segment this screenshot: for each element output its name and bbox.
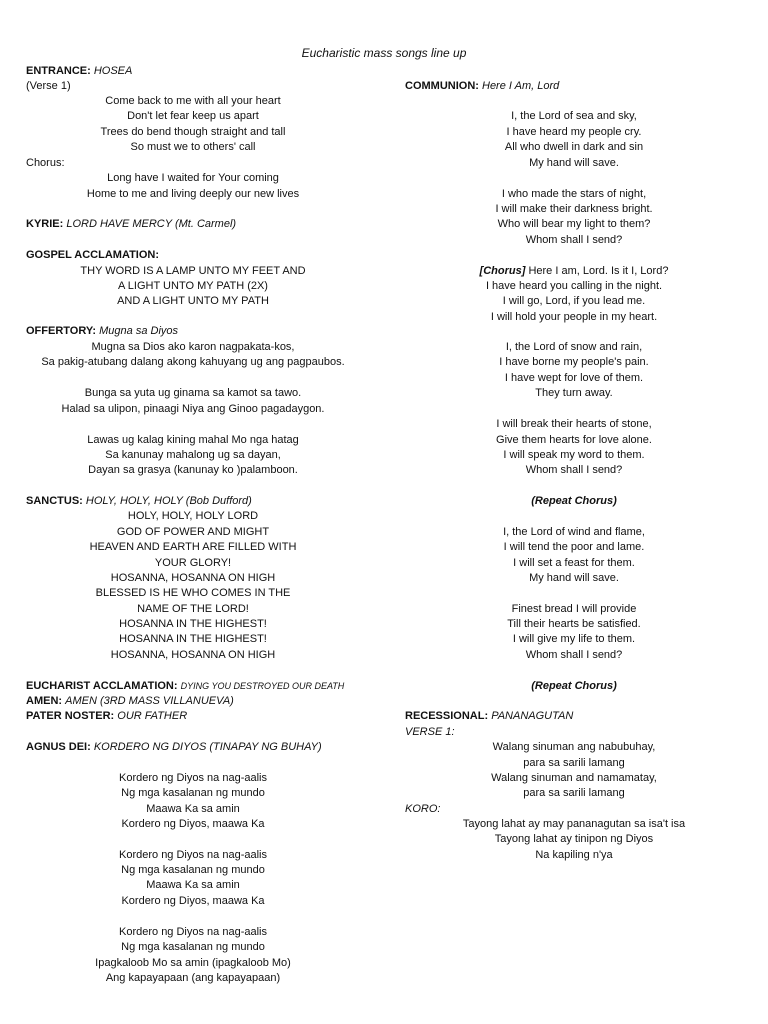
- lyric-line: Whom shall I send?: [525, 649, 623, 661]
- lyric-line: I, the Lord of snow and rain,: [505, 341, 643, 353]
- verse-label: (Verse 1): [26, 80, 71, 92]
- lyric-line: Long have I waited for Your coming: [107, 172, 279, 184]
- agnus-dei-heading: AGNUS DEI: KORDERO NG DIYOS (TINAPAY NG BUHAY): [26, 741, 322, 753]
- lyric-line: Give them hearts for love alone.: [496, 434, 652, 446]
- lyric-line: HEAVEN AND EARTH ARE FILLED WITH: [89, 541, 297, 553]
- lyric-line: I have heard my people cry.: [506, 126, 642, 138]
- pater-noster-heading: PATER NOSTER: OUR FATHER: [26, 710, 188, 722]
- lyric-line: NAME OF THE LORD!: [137, 603, 249, 615]
- lyric-line: They turn away.: [535, 387, 613, 399]
- lyric-line: Trees do bend though straight and tall: [100, 126, 286, 138]
- sanctus-heading: SANCTUS: HOLY, HOLY, HOLY (Bob Dufford): [26, 495, 252, 507]
- lyric-line: para sa sarili lamang: [523, 787, 625, 799]
- lyric-line: Home to me and living deeply our new lives: [86, 188, 300, 200]
- lyric-line: Maawa Ka sa amin: [146, 879, 240, 891]
- lyric-line: HOSANNA IN THE HIGHEST!: [119, 618, 267, 630]
- lyric-line: Kordero ng Diyos, maawa Ka: [121, 895, 265, 907]
- lyric-line: Halad sa ulipon, pinaagi Niya ang Ginoo pagadaygon.: [61, 403, 325, 415]
- lyric-line: Ang kapayapaan (ang kapayapaan): [105, 972, 281, 984]
- koro-label: KORO:: [405, 803, 441, 815]
- lyric-line: Ipagkaloob Mo sa amin (ipagkaloob Mo): [95, 957, 291, 969]
- lyric-line: I have heard you calling in the night.: [485, 280, 663, 292]
- lyric-line: GOD OF POWER AND MIGHT: [116, 526, 270, 538]
- lyric-line: I have wept for love of them.: [504, 372, 644, 384]
- gospel-heading: GOSPEL ACCLAMATION:: [26, 249, 160, 261]
- lyric-line: para sa sarili lamang: [523, 757, 625, 769]
- lyric-line: Tayong lahat ay may pananagutan sa isa't isa: [462, 818, 686, 830]
- lyric-line: Bunga sa yuta ug ginama sa kamot sa tawo.: [84, 387, 302, 399]
- lyric-line: Kordero ng Diyos na nag-aalis: [119, 849, 267, 861]
- entrance-heading: ENTRANCE: HOSEA: [26, 65, 133, 77]
- lyric-line: HOLY, HOLY, HOLY LORD: [127, 510, 259, 522]
- lyric-line: Whom shall I send?: [525, 464, 623, 476]
- offertory-heading: OFFERTORY: Mugna sa Diyos: [26, 325, 179, 337]
- lyric-line: I will speak my word to them.: [503, 449, 645, 461]
- lyric-line: Lawas ug kalag kining mahal Mo nga hatag: [87, 434, 299, 446]
- lyric-line: Finest bread I will provide: [511, 603, 637, 615]
- lyric-line: Kordero ng Diyos na nag-aalis: [119, 772, 267, 784]
- lyric-line: Kordero ng Diyos na nag-aalis: [119, 926, 267, 938]
- lyric-line: Sa pakig-atubang dalang akong kahuyang ug ang pagpaubos.: [41, 356, 345, 368]
- lyric-line: Ng mga kasalanan ng mundo: [121, 864, 265, 876]
- lyric-line: All who dwell in dark and sin: [504, 141, 644, 153]
- chorus-label: Chorus:: [26, 157, 65, 169]
- lyric-line: Till their hearts be satisfied.: [507, 618, 641, 630]
- lyric-line: Dayan sa grasya (kanunay ko )palamboon.: [88, 464, 298, 476]
- lyric-line: Mugna sa Dios ako karon nagpakata-kos,: [91, 341, 295, 353]
- lyric-line: A LIGHT UNTO MY PATH (2X): [118, 280, 268, 292]
- kyrie-heading: KYRIE: LORD HAVE MERCY (Mt. Carmel): [26, 218, 237, 230]
- lyric-line: I will hold your people in my heart.: [490, 311, 658, 323]
- lyric-line: Walang sinuman ang nabubuhay,: [492, 741, 656, 753]
- lyric-line: Tayong lahat ay tinipon ng Diyos: [494, 833, 654, 845]
- lyric-line: Who will bear my light to them?: [497, 218, 651, 230]
- lyric-line: HOSANNA IN THE HIGHEST!: [119, 633, 267, 645]
- lyric-line: I have borne my people's pain.: [499, 356, 649, 368]
- chorus-tag: [Chorus]: [479, 265, 526, 277]
- lyric-line: I will make their darkness bright.: [495, 203, 653, 215]
- lyric-line: I will break their hearts of stone,: [496, 418, 652, 430]
- acclamation-heading: EUCHARIST ACCLAMATION: DYING YOU DESTROYED OUR DEATH: [26, 680, 345, 692]
- lyric-line: I, the Lord of sea and sky,: [511, 110, 637, 122]
- lyric-line: My hand will save.: [529, 572, 619, 584]
- lyric-line: Come back to me with all your heart: [105, 95, 281, 107]
- lyric-line: Kordero ng Diyos, maawa Ka: [121, 818, 265, 830]
- lyric-line: YOUR GLORY!: [154, 557, 232, 569]
- lyric-line: BLESSED IS HE WHO COMES IN THE: [95, 587, 291, 599]
- lyric-line: AND A LIGHT UNTO MY PATH: [117, 295, 269, 307]
- recessional-heading: RECESSIONAL: PANANAGUTAN: [405, 710, 574, 722]
- lyric-line: I who made the stars of night,: [501, 188, 647, 200]
- lyric-line: I, the Lord of wind and flame,: [503, 526, 645, 538]
- repeat-chorus: (Repeat Chorus): [531, 680, 617, 692]
- verse-label: VERSE 1:: [405, 726, 455, 738]
- lyric-line: Don't let fear keep us apart: [127, 110, 259, 122]
- lyric-line: Whom shall I send?: [525, 234, 623, 246]
- lyric-line: Na kapiling n'ya: [535, 849, 613, 861]
- lyric-line: I will give my life to them.: [512, 633, 636, 645]
- lyric-line: I will go, Lord, if you lead me.: [502, 295, 646, 307]
- lyric-line: Ng mga kasalanan ng mundo: [121, 941, 265, 953]
- lyric-line: Maawa Ka sa amin: [146, 803, 240, 815]
- lyric-line: So must we to others' call: [130, 141, 256, 153]
- communion-heading: COMMUNION: Here I Am, Lord: [405, 80, 560, 92]
- lyric-line: Sa kanunay mahalong ug sa dayan,: [105, 449, 281, 461]
- chorus-line: [Chorus] Here I am, Lord. Is it I, Lord?: [479, 265, 669, 277]
- lyric-line: My hand will save.: [529, 157, 619, 169]
- lyric-line: THY WORD IS A LAMP UNTO MY FEET AND: [80, 265, 306, 277]
- amen-heading: AMEN: AMEN (3RD MASS VILLANUEVA): [26, 695, 234, 707]
- lyric-line: HOSANNA, HOSANNA ON HIGH: [110, 649, 276, 661]
- lyric-line: Walang sinuman and namamatay,: [491, 772, 657, 784]
- lyric-line: I will set a feast for them.: [513, 557, 635, 569]
- lyric-line: Ng mga kasalanan ng mundo: [121, 787, 265, 799]
- lyric-line: HOSANNA, HOSANNA ON HIGH: [110, 572, 276, 584]
- page-title: Eucharistic mass songs line up: [301, 46, 467, 60]
- lyric-line: I will tend the poor and lame.: [503, 541, 645, 553]
- repeat-chorus: (Repeat Chorus): [531, 495, 617, 507]
